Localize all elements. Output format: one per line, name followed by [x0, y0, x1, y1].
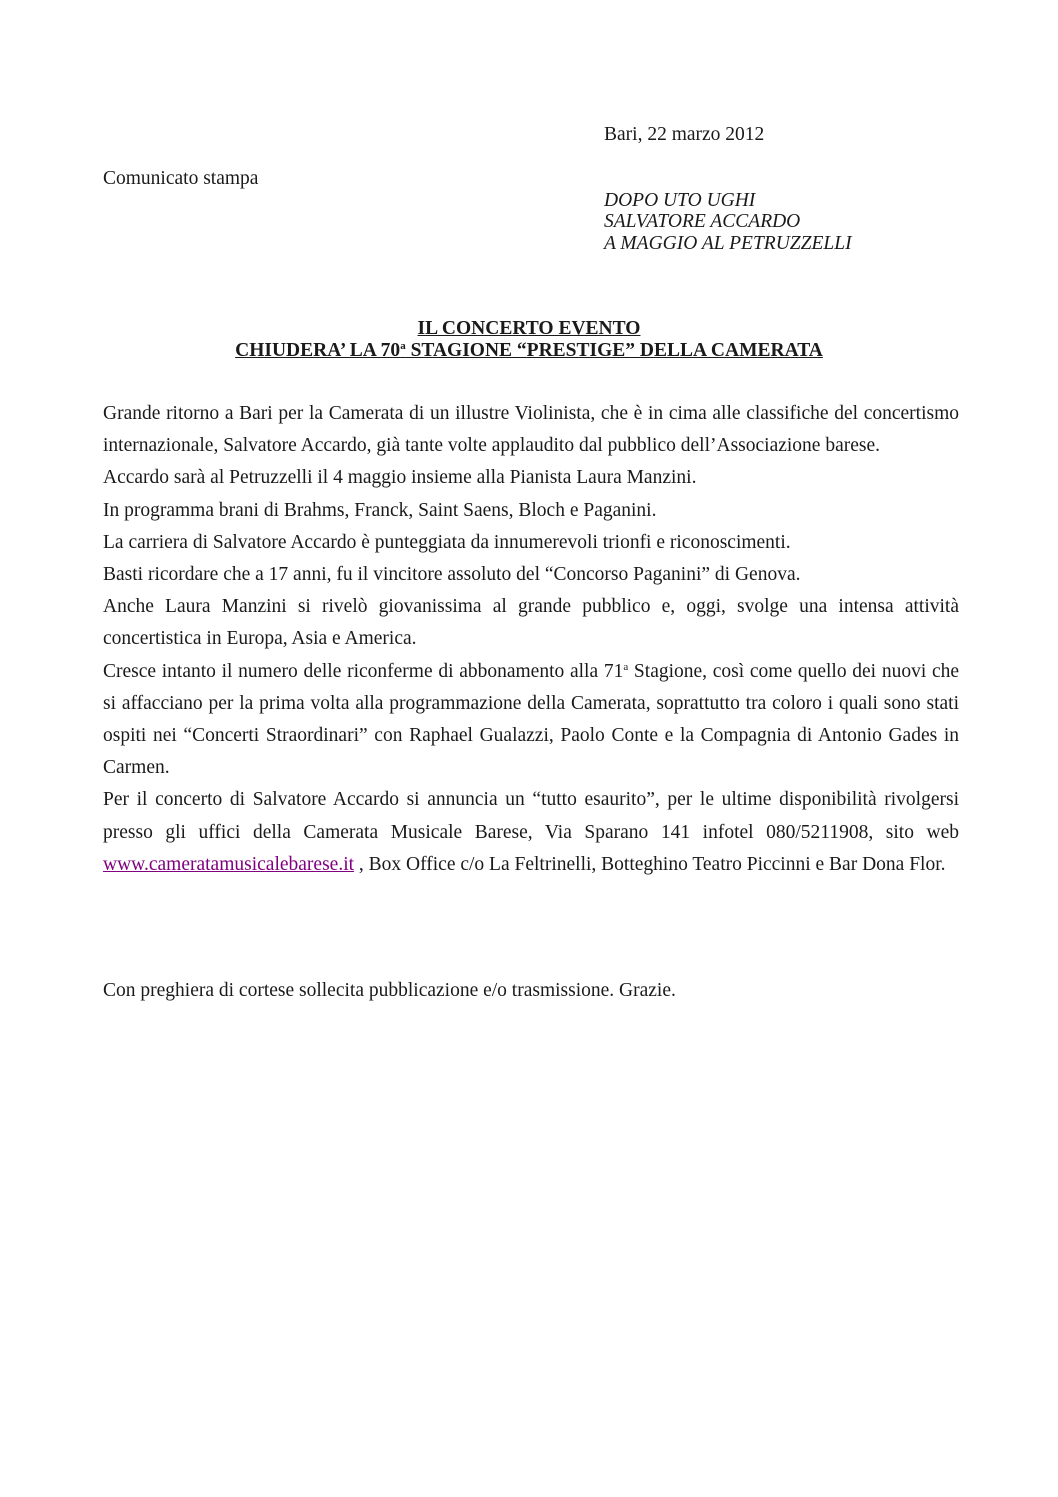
kicker-line-3: A MAGGIO AL PETRUZZELLI [604, 233, 852, 254]
tickets-text-end: , Box Office c/o La Feltrinelli, Botteghino Teatro Piccinni e Bar Dona Flor. [354, 853, 946, 875]
paragraph-date-venue: Accardo sarà al Petruzzelli il 4 maggio insieme alla Pianista Laura Manzini. [103, 467, 697, 489]
headline-ordinal-superscript: a [400, 340, 406, 352]
paragraph-program: In programma brani di Brahms, Franck, Saint Saens, Bloch e Paganini. [103, 499, 657, 521]
document-type: Comunicato stampa [103, 168, 259, 189]
paragraph-career: La carriera di Salvatore Accardo è punteggiata da innumerevoli trionfi e riconoscimenti. [103, 531, 791, 553]
headline-line-2-start: CHIUDERA’ LA 70 [235, 340, 401, 361]
paragraph-manzini: Anche Laura Manzini si rivelò giovanissima al grande pubblico e, oggi, svolge una intensa attività concertistica in Europa, Asia e America. [103, 596, 959, 650]
paragraph-paganini-prize: Basti ricordare che a 17 anni, fu il vincitore assoluto del “Concorso Paganini” di Genova. [103, 564, 801, 586]
headline-line-2 [0, 340, 1058, 362]
tickets-text-start: Per il concerto di Salvatore Accardo si annuncia un “tutto esaurito”, per le ultime disponibilità rivolgersi presso gli uffici della Camerata Musicale Barese, Via Sparano 141 infotel 080/5211908, sito web [103, 789, 959, 843]
headline-line-1: IL CONCERTO EVENTO [417, 318, 641, 339]
paragraph-tickets [103, 784, 959, 881]
headline-line-2-end: STAGIONE “PRESTIGE” DELLA CAMERATA [405, 340, 823, 361]
closing-line: Con preghiera di cortese sollecita pubblicazione e/o trasmissione. Grazie. [103, 980, 676, 1001]
paragraph-intro: Grande ritorno a Bari per la Camerata di un illustre Violinista, che è in cima alle classifiche del concertismo internazionale, Salvatore Accardo, già tante volte applaudito dal pubblico dell’Associazione barese. [103, 403, 959, 457]
date-line: Bari, 22 marzo 2012 [604, 124, 765, 145]
kicker-line-1: DOPO UTO UGHI [604, 190, 756, 211]
season-ordinal-superscript: a [623, 660, 629, 673]
subscriptions-text-end: Stagione, così come quello dei nuovi che si affacciano per la prima volta alla programmazione della Camerata, soprattutto tra coloro i quali sono stati ospiti nei “Concerti Straordinari” con Raphael Gualazzi, Paolo Conte e la Compagnia di Antonio Gades in Carmen. [103, 660, 960, 779]
paragraph-subscriptions [103, 656, 959, 785]
body-text [103, 398, 959, 881]
kicker-line-2: SALVATORE ACCARDO [604, 211, 801, 232]
website-link[interactable]: www.cameratamusicalebarese.it [103, 853, 355, 875]
subscriptions-text-start: Cresce intanto il numero delle riconferme di abbonamento alla 71 [103, 660, 624, 682]
